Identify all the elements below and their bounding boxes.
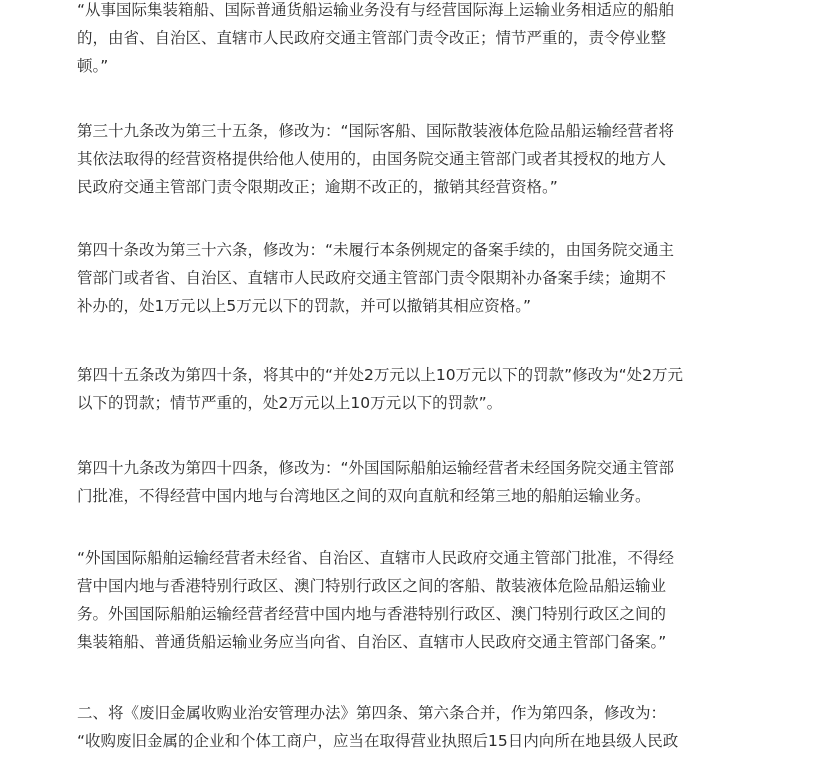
paragraph-6: [77, 544, 757, 656]
paragraph-3: [77, 236, 757, 320]
paragraph-1-line-1: “从事国际集装箱船、国际普通货船运输业务没有与经营国际海上运输业务相适应的船舶: [77, 1, 675, 19]
paragraph-5: [77, 454, 757, 510]
paragraph-6-line-2: 营中国内地与香港特别行政区、澳门特别行政区之间的客船、散装液体危险品船运输业: [77, 577, 667, 595]
paragraph-1-line-3: 顿。”: [77, 57, 109, 75]
paragraph-1-line-2: 的，由省、自治区、直辖市人民政府交通主管部门责令改正；情节严重的，责令停业整: [77, 29, 667, 47]
paragraph-4: [77, 361, 757, 417]
paragraph-4-line-2: 以下的罚款；情节严重的，处2万元以上10万元以下的罚款”。: [77, 394, 503, 412]
paragraph-5-line-2: 门批准，不得经营中国内地与台湾地区之间的双向直航和经第三地的船舶运输业务。: [77, 487, 651, 505]
paragraph-3-line-2: 管部门或者省、自治区、直辖市人民政府交通主管部门责令限期补办备案手续；逾期不: [77, 269, 667, 287]
paragraph-2-line-1: 第三十九条改为第三十五条，修改为：“国际客船、国际散装液体危险品船运输经营者将: [77, 122, 675, 140]
paragraph-1: [77, 0, 757, 80]
paragraph-5-line-1: 第四十九条改为第四十四条，修改为：“外国国际船舶运输经营者未经国务院交通主管部: [77, 459, 675, 477]
paragraph-3-line-1: 第四十条改为第三十六条，修改为：“未履行本条例规定的备案手续的，由国务院交通主: [77, 241, 675, 259]
paragraph-7-line-2: “收购废旧金属的企业和个体工商户，应当在取得营业执照后15日内向所在地县级人民政: [77, 732, 679, 750]
paragraph-6-line-3: 务。外国国际船舶运输经营者经营中国内地与香港特别行政区、澳门特别行政区之间的: [77, 605, 667, 623]
paragraph-3-line-3: 补办的，处1万元以上5万元以下的罚款，并可以撤销其相应资格。”: [77, 297, 532, 315]
paragraph-7-line-1: 二、将《废旧金属收购业治安管理办法》第四条、第六条合并，作为第四条，修改为：: [77, 704, 667, 722]
paragraph-6-line-4: 集装箱船、普通货船运输业务应当向省、自治区、直辖市人民政府交通主管部门备案。”: [77, 633, 667, 651]
paragraph-4-line-1: 第四十五条改为第四十条，将其中的“并处2万元以上10万元以下的罚款”修改为“处2万元: [77, 366, 684, 384]
paragraph-2: [77, 117, 757, 201]
paragraph-7: [77, 699, 757, 755]
paragraph-2-line-2: 其依法取得的经营资格提供给他人使用的，由国务院交通主管部门或者其授权的地方人: [77, 150, 667, 168]
paragraph-2-line-3: 民政府交通主管部门责令限期改正；逾期不改正的，撤销其经营资格。”: [77, 178, 558, 196]
paragraph-6-line-1: “外国国际船舶运输经营者未经省、自治区、直辖市人民政府交通主管部门批准，不得经: [77, 549, 675, 567]
